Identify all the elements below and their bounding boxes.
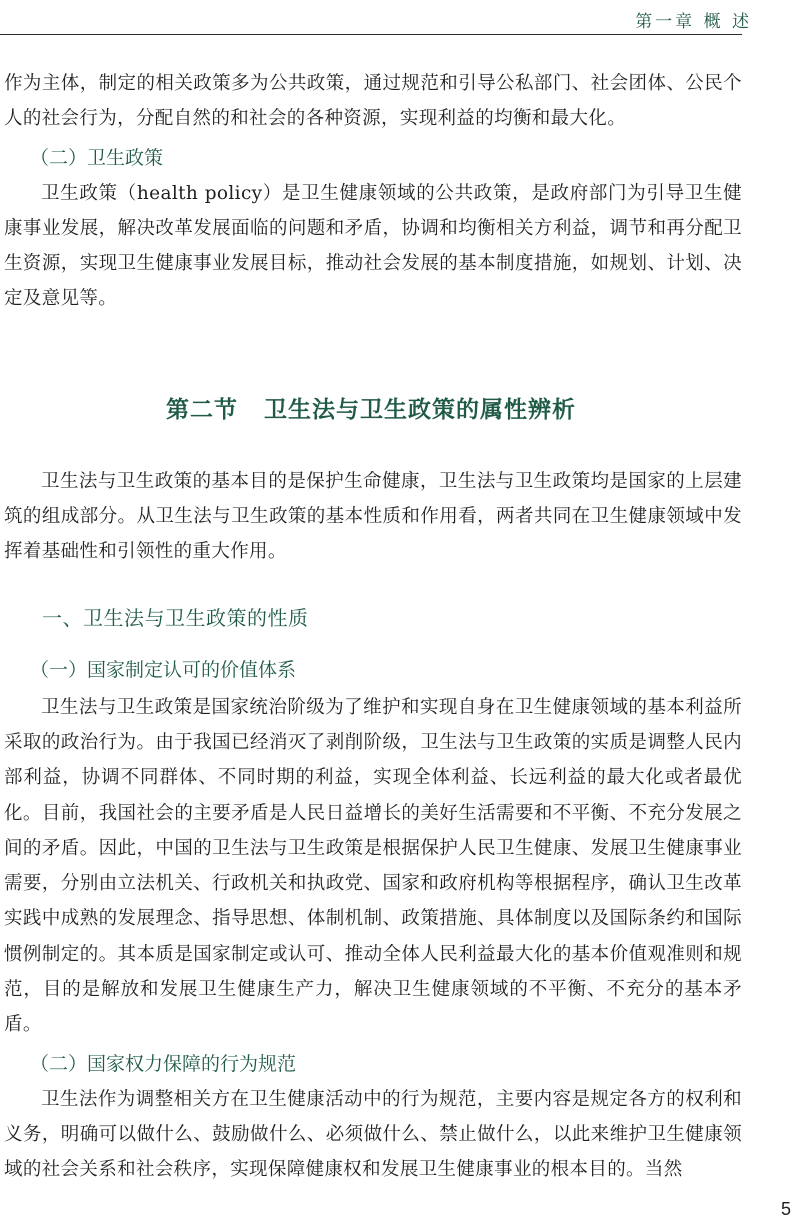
- section-title: 卫生法与卫生政策的属性辨析: [264, 395, 576, 423]
- paragraph-section-intro: 卫生法与卫生政策的基本目的是保护生命健康，卫生法与卫生政策均是国家的上层建筑的组成部分。从卫生法与卫生政策的基本性质和作用看，两者共同在卫生健康领域中发挥着基础性和引领性的重大作用。: [4, 470, 742, 563]
- paragraph-value-system: 卫生法与卫生政策是国家统治阶级为了维护和实现自身在卫生健康领域的基本利益所采取的政治行为。由于我国已经消灭了剥削阶级，卫生法与卫生政策的实质是调整人民内部利益，协调不同群体、不同时期的利益，实现全体利益、长远利益的最大化或者最优化。目前，我国社会的主要矛盾是人民日益增长的美好生活需要和不平衡、不充分发展之间的矛盾。因此，中国的卫生法与卫生政策是根据保护人民卫生健康、发展卫生健康事业需要，分别由立法机关、行政机关和执政党、国家和政府机构等根据程序，确认卫生改革实践中成熟的发展理念、指导思想、体制机制、政策措施、具体制度以及国际条约和国际惯例制定的。其本质是国家制定或认可、推动全体人民利益最大化的基本价值观准则和规范，目的是解放和发展卫生健康生产力，解决卫生健康领域的不平衡、不充分的基本矛盾。: [4, 696, 742, 1036]
- paragraph-health-policy: 卫生政策（health policy）是卫生健康领域的公共政策，是政府部门为引导卫生健康事业发展，解决改革发展面临的问题和矛盾，协调和均衡相关方利益，调节和再分配卫生资源，实现卫生健康事业发展目标，推动社会发展的基本制度措施，如规划、计划、决定及意见等。: [4, 182, 742, 310]
- section-number: 第二节: [166, 395, 238, 423]
- page-number: 5: [780, 1199, 791, 1219]
- paragraph-behavior-norm: 卫生法作为调整相关方在卫生健康活动中的行为规范，主要内容是规定各方的权利和义务，明确可以做什么、鼓励做什么、必须做什么、禁止做什么，以此来维护卫生健康领域的社会关系和社会秩序，实现保障健康权和发展卫生健康事业的根本目的。当然: [4, 1088, 742, 1181]
- section-heading: [0, 391, 742, 424]
- heading-value-system: （一）国家制定认可的价值体系: [30, 658, 297, 681]
- paragraph-intro: 作为主体，制定的相关政策多为公共政策，通过规范和引导公私部门、社会团体、公民个人的社会行为，分配自然的和社会的各种资源，实现利益的均衡和最大化。: [4, 73, 742, 130]
- heading-behavior-norm: （二）国家权力保障的行为规范: [30, 1052, 297, 1075]
- header-rule: [0, 34, 742, 35]
- running-head: 第一章 概 述: [635, 12, 752, 32]
- page-body: [0, 66, 742, 1188]
- heading-nature: 一、卫生法与卫生政策的性质: [42, 605, 309, 630]
- heading-health-policy: （二）卫生政策: [30, 146, 164, 169]
